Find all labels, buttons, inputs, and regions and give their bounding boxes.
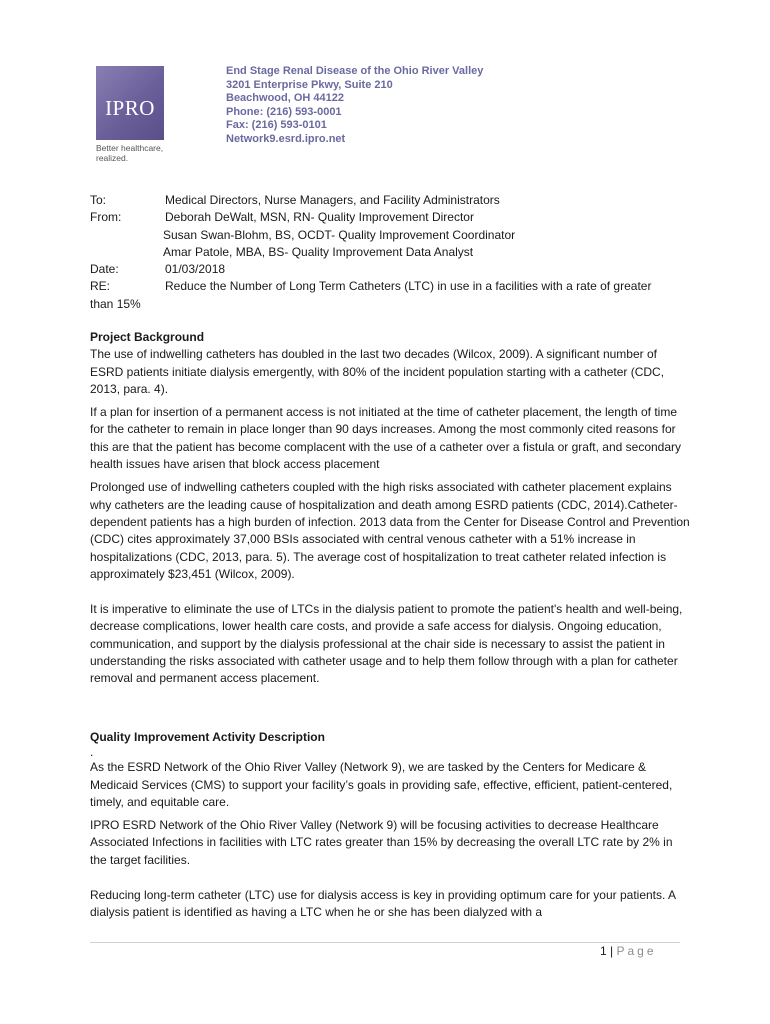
paragraph: The use of indwelling catheters has doubled in the last two decades (Wilcox, 2009). A significant number of ESRD patients initiate dialysis emergently, with 80% of the incident population starting with a catheter (CDC, 2013, para. 4). (90, 347, 665, 396)
ipro-logo (96, 66, 166, 170)
project-background-section (90, 329, 690, 688)
logo-tagline: Better healthcare, realized. (96, 143, 164, 163)
paragraph: As the ESRD Network of the Ohio River Valley (Network 9), we are tasked by the Centers for Medicare & Medicaid Services (CMS) to support your facility’s goals in providing safe, effective, efficient, patient-centered, timely, and equitable care. (90, 760, 673, 809)
memo-from-row (90, 209, 690, 226)
org-name: End Stage Renal Disease of the Ohio River Valley (226, 65, 484, 77)
section-heading: Quality Improvement Activity Description (90, 730, 325, 744)
paragraph: IPRO ESRD Network of the Ohio River Valley (Network 9) will be focusing activities to decrease Healthcare Associated Infections in facilities with LTC rates greater than 15% by decreasing the overall LTC rate by 2% in the target facilities. (90, 818, 673, 867)
from-value-2: Susan Swan-Blohm, BS, OCDT- Quality Improvement Coordinator (163, 227, 516, 242)
from-value-1: Deborah DeWalt, MSN, RN- Quality Improvement Director (165, 210, 474, 225)
to-label: To: (90, 193, 107, 207)
logo-word: IPRO (105, 96, 155, 120)
memo-date-row (90, 261, 690, 278)
from-label: From: (90, 210, 122, 225)
stray-dot: . (90, 745, 94, 760)
re-label: RE: (90, 279, 111, 294)
from-value-3: Amar Patole, MBA, BS- Quality Improvement Data Analyst (163, 244, 474, 259)
paragraph: Prolonged use of indwelling catheters coupled with the high risks associated with catheter placement explains why catheters are the leading cause of hospitalization and death among ESRD patients (CDC, 2014).Catheter-dependent patients has a high burden of infection. 2013 data from the Center for Disease Control and Prevention (CDC) cites approximately 37,000 BSIs associated with central venous catheter with a 51% increase in hospitalizations (CDC, 2013, para. 5). The average cost of hospitalization to treat catheter related infection is approximately $23,451 (Wilcox, 2009). (90, 480, 690, 581)
re-value-cont: than 15% (90, 296, 141, 311)
city-address: Beachwood, OH 44122 (226, 92, 344, 105)
memo-header (90, 192, 690, 313)
memo-to-row (90, 192, 690, 209)
date-label: Date: (90, 262, 119, 277)
paragraph: Reducing long-term catheter (LTC) use for dialysis access is key in providing optimum care for your patients. A dialysis patient is identified as having a LTC when he or she has been dialyzed with a (90, 888, 676, 920)
fax-number: Fax: (216) 593-0101 (226, 119, 327, 132)
re-value: Reduce the Number of Long Term Catheters (LTC) in use in a facilities with a rate of greater (165, 279, 652, 294)
date-value: 01/03/2018 (165, 262, 226, 277)
memo-re-row (90, 278, 690, 295)
letterhead-address (226, 65, 483, 147)
street-address: 3201 Enterprise Pkwy, Suite 210 (226, 78, 393, 91)
to-value: Medical Directors, Nurse Managers, and Facility Administrators (165, 193, 500, 207)
footer-rule (90, 942, 680, 943)
qia-section (90, 729, 690, 922)
page-number: 1 | Page (600, 944, 657, 958)
phone-number: Phone: (216) 593-0001 (226, 105, 342, 118)
paragraph: It is imperative to eliminate the use of LTCs in the dialysis patient to promote the patient's health and well-being, decrease complications, lower health care costs, and provide a safe access for dialysis. Ongoing education, communication, and support by the dialysis professional at the chair side is necessary to assist the patient in understanding the risks associated with catheter usage and to help them follow through with a plan for catheter removal and permanent access placement. (90, 602, 683, 686)
section-heading: Project Background (90, 330, 205, 344)
logo-mark (96, 66, 164, 140)
website: Network9.esrd.ipro.net (226, 132, 346, 145)
paragraph: If a plan for insertion of a permanent access is not initiated at the time of catheter placement, the length of time for the catheter to remain in place longer than 90 days increases. Among the most commonly cited reasons for this are that the patient has become complacent with the use of a catheter over a fistula or graft, and secondary health issues have arisen that block access placement (90, 405, 682, 472)
